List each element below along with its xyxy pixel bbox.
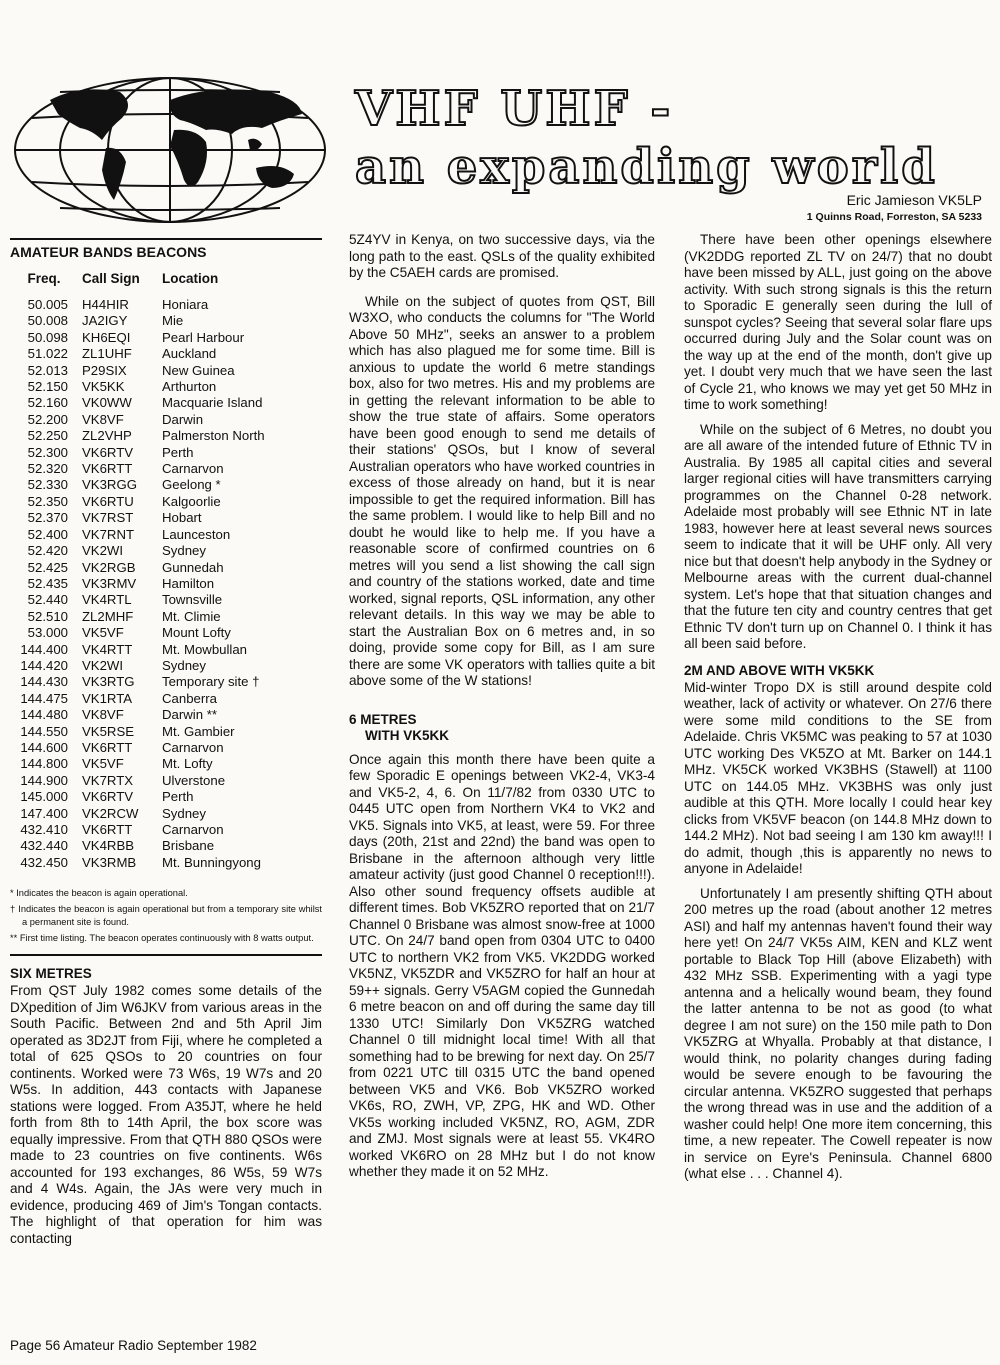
beacon-callsign: VK4RTL <box>82 592 132 608</box>
beacon-callsign: P29SIX <box>82 362 127 378</box>
six-metres-heading: SIX METRES <box>10 966 92 982</box>
beacon-row <box>10 773 322 789</box>
beacon-freq: 52.013 <box>27 362 68 378</box>
note-temporary-site: † Indicates the beacon is again operational but from a temporary site whilst a permanent site is found. <box>10 904 322 927</box>
beacon-row <box>10 691 322 707</box>
beacon-freq: 52.250 <box>27 428 68 444</box>
beacon-freq: 50.005 <box>27 297 68 312</box>
beacon-freq: 145.000 <box>20 789 68 805</box>
column-3 <box>684 232 992 1183</box>
beacon-callsign: VK5RSE <box>82 723 135 739</box>
beacon-callsign: VK6RTV <box>82 444 134 460</box>
beacon-location: Auckland <box>162 346 217 362</box>
beacon-row <box>10 625 322 641</box>
beacon-location: Kalgoorlie <box>162 493 221 509</box>
beacon-freq: 52.435 <box>27 575 68 591</box>
beacon-freq: 432.410 <box>20 822 68 837</box>
beacon-row <box>10 855 322 871</box>
beacon-callsign: VK6RTU <box>82 493 134 509</box>
beacon-callsign: VK6RTT <box>82 461 133 477</box>
column-1 <box>10 238 322 1247</box>
beacon-location: Ulverstone <box>162 772 226 788</box>
two-metre-paragraph-1: Mid-winter Tropo DX is still around despite cold weather, lack of activity or whatever. On 27/6 there were some mild conditions to the SE from Adelaide. Chris VK5MC was peaking to 57 at 1030 UTC working Des VK5ZO at Mt. Barker on 144.1 MHz. VK5CK worked VK3BHS (Stawell) at 1100 UTC on 144.05 MHz. VK3BHS was only just audible at this QTH. More locally I could hear key clicks from VK5VF beacon (on 144.8 MHz down to 144.2 MHz). Not bad seeing I am 130 km away!!! I do admit, though ,this is apparently no news to anyone in Adelaide! <box>684 679 992 876</box>
beacon-freq: 144.900 <box>20 772 68 788</box>
beacon-row <box>10 838 322 854</box>
beacon-freq: 147.400 <box>20 805 68 821</box>
vk5kk-heading-line-1: 6 METRES <box>349 711 417 727</box>
beacon-location: Sydney <box>162 657 206 673</box>
beacon-location: Hamilton <box>162 575 215 591</box>
beacon-location: New Guinea <box>162 362 235 378</box>
beacon-row <box>10 379 322 395</box>
beacon-location: Mt. Gambier <box>162 723 235 739</box>
beacon-location: Geelong * <box>162 477 221 493</box>
beacons-header-row <box>10 264 322 297</box>
beacon-location: Mt. Bunningyong <box>162 854 261 870</box>
beacon-row <box>10 346 322 362</box>
beacon-callsign: VK3RGG <box>82 477 137 493</box>
beacons-table <box>10 264 322 871</box>
beacon-row <box>10 395 322 411</box>
beacon-freq: 52.330 <box>27 477 68 493</box>
beacon-row <box>10 527 322 543</box>
beacon-freq: 52.440 <box>27 592 68 608</box>
beacon-callsign: VK4RTT <box>82 641 133 657</box>
beacon-location: Gunnedah <box>162 559 224 575</box>
beacon-row <box>10 428 322 444</box>
beacon-freq: 52.510 <box>27 608 68 624</box>
beacon-callsign: VK0WW <box>82 395 132 411</box>
beacon-freq: 50.098 <box>27 329 68 345</box>
beacon-freq: 52.200 <box>27 411 68 427</box>
beacon-row <box>10 477 322 493</box>
beacon-row <box>10 494 322 510</box>
beacon-freq: 52.160 <box>27 395 68 411</box>
beacon-callsign: JA2IGY <box>82 313 128 329</box>
beacon-location: Brisbane <box>162 838 215 854</box>
beacon-row <box>10 461 322 477</box>
beacon-location: Sydney <box>162 543 206 559</box>
beacon-callsign: VK2WI <box>82 657 124 673</box>
beacon-row <box>10 724 322 740</box>
beacon-row <box>10 658 322 674</box>
beacon-row <box>10 330 322 346</box>
beacon-location: Mt. Lofty <box>162 756 213 772</box>
title-line-2: an expanding world <box>355 139 938 195</box>
beacon-freq: 52.350 <box>27 493 68 509</box>
beacon-location: Launceston <box>162 526 231 542</box>
beacon-row <box>10 313 322 329</box>
beacon-freq: 52.320 <box>27 461 68 477</box>
vk5kk-paragraph-1: Once again this month there have been quite a few Sporadic E openings between VK2-4, VK3-4 and VK5-2, 4, 6. On 11/7/82 from 0330 UTC to 0445 UTC open from Northern VK4 to VK2 and VK5. Signals into VK5, at least, were 59. For three days (20th, 21st and 22nd) the band was open to Brisbane in the afternoon although very little amateur activity (just good Channel 0 reception!!!). Also other sound frequency offsets audible at different times. Bob VK5ZRO reported that on 21/7 Channel 0 Brisbane was almost snow-free at 1000 UTC. On 24/7 band open from 0304 UTC to 0400 UTC to northern VK2 from VK5. VK2DDG worked VK5NZ, VK5ZDR and VK5ZRO for half an hour at 59++ signals. Gerry V5AGM copied the Gunnedah 6 metre beacon on and off during the same day till 1330 UTC! Similarly Don VK5ZRG watched Channel 0 till midnight local time! With all that something had to be brewing for next day. On 25/7 from 0221 UTC till 0315 UTC the band opened between VK5 and VK6. Bob VK5ZRO worked VK6s, RO, ZWH, VP, ZPG, HK and WD. Other VK5s working included VK5NZ, RO, AGM, ZDR and ZMJ. Most signals were at least 55. VK4RO worked VK6RO on 28 MHz but I do not know whether they made it on 52 MHz. <box>349 751 655 1179</box>
beacon-location: Macquarie Island <box>162 395 263 411</box>
beacon-callsign: VK2RGB <box>82 559 136 575</box>
beacon-location: Canberra <box>162 690 217 706</box>
beacon-freq: 53.000 <box>27 625 68 641</box>
beacon-row <box>10 756 322 772</box>
beacon-freq: 52.420 <box>27 543 68 559</box>
beacon-row <box>10 560 322 576</box>
beacon-row <box>10 543 322 559</box>
beacon-location: Perth <box>162 444 194 460</box>
beacon-callsign: VK6RTV <box>82 789 134 805</box>
beacon-row <box>10 576 322 592</box>
beacon-callsign: VK5VF <box>82 756 124 772</box>
beacon-callsign: VK3RMB <box>82 854 137 870</box>
beacon-row <box>10 822 322 838</box>
beacon-row <box>10 363 322 379</box>
beacon-location: Perth <box>162 789 194 805</box>
beacon-row <box>10 674 322 690</box>
beacon-location: Darwin ** <box>162 707 217 723</box>
beacon-location: Sydney <box>162 805 206 821</box>
beacon-location: Carnarvon <box>162 739 224 755</box>
article-title <box>355 80 995 196</box>
beacon-row <box>10 297 322 313</box>
globe-illustration <box>10 70 330 230</box>
beacon-location: Carnarvon <box>162 822 224 837</box>
beacon-freq: 50.008 <box>27 313 68 329</box>
vk5kk-heading-line-2: WITH VK5KK <box>365 727 449 743</box>
beacon-callsign: VK5KK <box>82 379 125 395</box>
beacon-callsign: VK8VF <box>82 707 124 723</box>
six-metres-paragraph-2: 5Z4YV in Kenya, on two successive days, via the long path to the east. QSLs of the quality exhibited by the C5AEH cards are promised. <box>349 232 655 280</box>
beacon-row <box>10 510 322 526</box>
beacon-callsign: VK1RTA <box>82 690 133 706</box>
beacon-callsign: VK6RTT <box>82 739 133 755</box>
beacon-freq: 144.400 <box>20 641 68 657</box>
beacon-callsign: KH6EQI <box>82 329 131 345</box>
beacon-freq: 52.370 <box>27 510 68 526</box>
beacon-row <box>10 806 322 822</box>
beacon-callsign: VK7RTX <box>82 772 134 788</box>
beacon-location: Hobart <box>162 510 202 526</box>
beacon-freq: 144.430 <box>20 674 68 690</box>
beacon-location: Mt. Climie <box>162 608 221 624</box>
beacon-row <box>10 789 322 805</box>
beacon-row <box>10 642 322 658</box>
beacon-freq: 144.475 <box>20 690 68 706</box>
beacon-location: Carnarvon <box>162 461 224 477</box>
beacon-callsign: VK2WI <box>82 543 124 559</box>
beacon-callsign: ZL2VHP <box>82 428 132 444</box>
beacon-freq: 51.022 <box>27 346 68 362</box>
beacon-freq: 144.600 <box>20 739 68 755</box>
beacon-freq: 52.300 <box>27 444 68 460</box>
beacon-freq: 144.550 <box>20 723 68 739</box>
author-name: Eric Jamieson VK5LP <box>846 192 982 208</box>
title-line-1: VHF UHF - <box>355 81 674 137</box>
beacon-callsign: ZL1UHF <box>82 346 132 362</box>
beacon-callsign: VK3RMV <box>82 575 137 591</box>
column-2 <box>349 232 655 1181</box>
beacon-location: Townsville <box>162 592 223 608</box>
six-metres-paragraph-3: While on the subject of quotes from QST, Bill W3XO, who conducts the columns for "The World Above 50 MHz", seeks an answer to a problem which has also plagued me for some time. Bill is anxious to update the world 6 metre standings box, also for two metres. His and my problems are in getting the relevant information to be able to show the true state of affairs. Some operators have been good enough to send me details of their stations' QSOs, but I know of several Australian operators who have worked countries in excess of those already on hand, but it is near impossible to get the required information. Bill has the same problem. I would like to help Bill and no doubt he would like to help me. If you have a reasonable score of confirmed countries on 6 metres will you send a list showing the call sign and country of the stations worked, date and time worked, signal reports, QSL information, any other relevant details. In this way we may be able to start the Australian Box on 6 metres and, in so doing, provide some copy for Bill, as I am sure there are some VK operators with tallies quite a bit above some of the W stations! <box>349 293 655 688</box>
beacon-callsign: VK5VF <box>82 625 124 641</box>
beacon-row <box>10 412 322 428</box>
byline <box>807 192 982 223</box>
beacon-freq: 144.800 <box>20 756 68 772</box>
note-first-listing: ** First time listing. The beacon operates continuously with 8 watts output. <box>10 932 314 943</box>
beacon-callsign: VK8VF <box>82 411 124 427</box>
beacon-callsign: H44HIR <box>82 297 129 312</box>
beacon-freq: 144.480 <box>20 707 68 723</box>
beacon-row <box>10 609 322 625</box>
beacon-callsign: VK7RNT <box>82 526 135 542</box>
six-metres-paragraph-1: From QST July 1982 comes some details of the DXpedition of Jim W6JKV from various areas in the South Pacific. Between 2nd and 5th April Jim operated as 3D2JT from Fiji, where he completed a total of 625 QSOs to 20 countries on four continents. Worked were 73 W6s, 19 W7s and 20 W5s. In addition, 443 contacts with Japanese stations were logged. From A35JT, where he held forth from 8th to 14th April, the box score was equally impressive. From that QTH 880 QSOs were made to 23 countries on five continents. W6s accounted for 193 exchanges, 86 W5s, 59 W7s and 4 W4s. Again, the JAs were very much in evidence, producing 469 of Jim's Tongan contacts. The highlight of that operation for him was contacting <box>10 983 322 1246</box>
beacons-body <box>10 297 322 871</box>
two-metre-paragraph-2: Unfortunately I am presently shifting QTH about 200 metres up the road (about another 12 metres ASI) and half my antennas haven't found their way here yet! On 24/7 VK5s AIM, KEN and KLZ went portable to Black Top Hill (above Elizabeth) with 432 MHz SSB. Experimenting with a yagi type antenna and a helically wound beam, they found the latter antenna to be not as good (to what degree I am not sure) on the 150 mile path to Don VK5ZRG at Whyalla. Probably at that distance, I would think, no polarity changes during fading would be severe enough to be favouring the circular antenna. VK5ZRO suggested that perhaps the wrong thread was in use and the addition of a washer could help! One more item concerning, this time, a new repeater. The Cowell repeater is now in service on Eyre's Peninsula. Channel 6800 (what else . . . Channel 4). <box>684 885 992 1181</box>
col-header-callsign: Call Sign <box>82 271 140 286</box>
beacon-freq: 52.150 <box>27 379 68 395</box>
beacon-row <box>10 445 322 461</box>
page-footer: Page 56 Amateur Radio September 1982 <box>10 1338 257 1353</box>
beacons-title: AMATEUR BANDS BEACONS <box>10 238 322 260</box>
beacon-location: Temporary site † <box>162 674 260 690</box>
beacon-callsign: ZL2MHF <box>82 608 134 624</box>
vk5kk-paragraph-2: There have been other openings elsewhere (VK2DDG reported ZL TV on 24/7) that no doubt have been missed by ALL, just going on the above activity. With such strong signals is this the return to Sporadic E generally seen during the lull of sunspot cycles? Seeing that several solar flare ups occurred during July and the Solar count was on the way up at the end of the month, don't give up yet. I doubt very much that we have seen the last of Cycle 21, who knows we may yet get 50 MHz in time to work something! <box>684 232 992 412</box>
two-metre-heading: 2M AND ABOVE WITH VK5KK <box>684 662 875 678</box>
beacon-callsign: VK2RCW <box>82 805 139 821</box>
beacon-freq: 432.440 <box>20 838 68 854</box>
note-operational: * Indicates the beacon is again operational. <box>10 888 188 899</box>
beacon-freq: 144.420 <box>20 657 68 673</box>
beacon-location: Honiara <box>162 297 209 312</box>
beacon-callsign: VK6RTT <box>82 822 133 837</box>
beacon-row <box>10 707 322 723</box>
beacon-location: Darwin <box>162 411 204 427</box>
author-address: 1 Quinns Road, Forreston, SA 5233 <box>806 211 982 223</box>
beacon-location: Pearl Harbour <box>162 329 245 345</box>
beacon-freq: 52.400 <box>27 526 68 542</box>
beacon-freq: 432.450 <box>20 854 68 870</box>
beacon-location: Arthurton <box>162 379 217 395</box>
beacon-callsign: VK4RBB <box>82 838 135 854</box>
beacon-callsign: VK3RTG <box>82 674 135 690</box>
beacon-location: Mount Lofty <box>162 625 231 641</box>
col-header-freq: Freq. <box>27 271 61 286</box>
beacon-row <box>10 740 322 756</box>
vk5kk-paragraph-3: While on the subject of 6 Metres, no doubt you are all aware of the intended future of Ethnic TV in Australia. By 1985 all capital cities and several larger regional cities will have transmitters carrying programmes on the Channel 0-28 network. Adelaide most probably will see Ethnic NT in late 1983, however here at least several news sources seem to indicate that it will be UHF only. All very nice but that doesn't help anybody in the Sydney or Melbourne areas with the current dual-channel system. Let's hope that that situation changes and that the future ten city and country centres that get Ethnic TV don't turn up on Channel 0. I think it has all been said before. <box>684 421 992 651</box>
beacon-freq: 52.425 <box>27 559 68 575</box>
beacon-row <box>10 592 322 608</box>
beacon-location: Palmerston North <box>162 428 265 444</box>
beacon-callsign: VK7RST <box>82 510 134 526</box>
beacon-location: Mie <box>162 313 184 329</box>
beacon-notes <box>10 887 322 956</box>
beacon-location: Mt. Mowbullan <box>162 641 248 657</box>
col-header-location: Location <box>162 271 219 286</box>
